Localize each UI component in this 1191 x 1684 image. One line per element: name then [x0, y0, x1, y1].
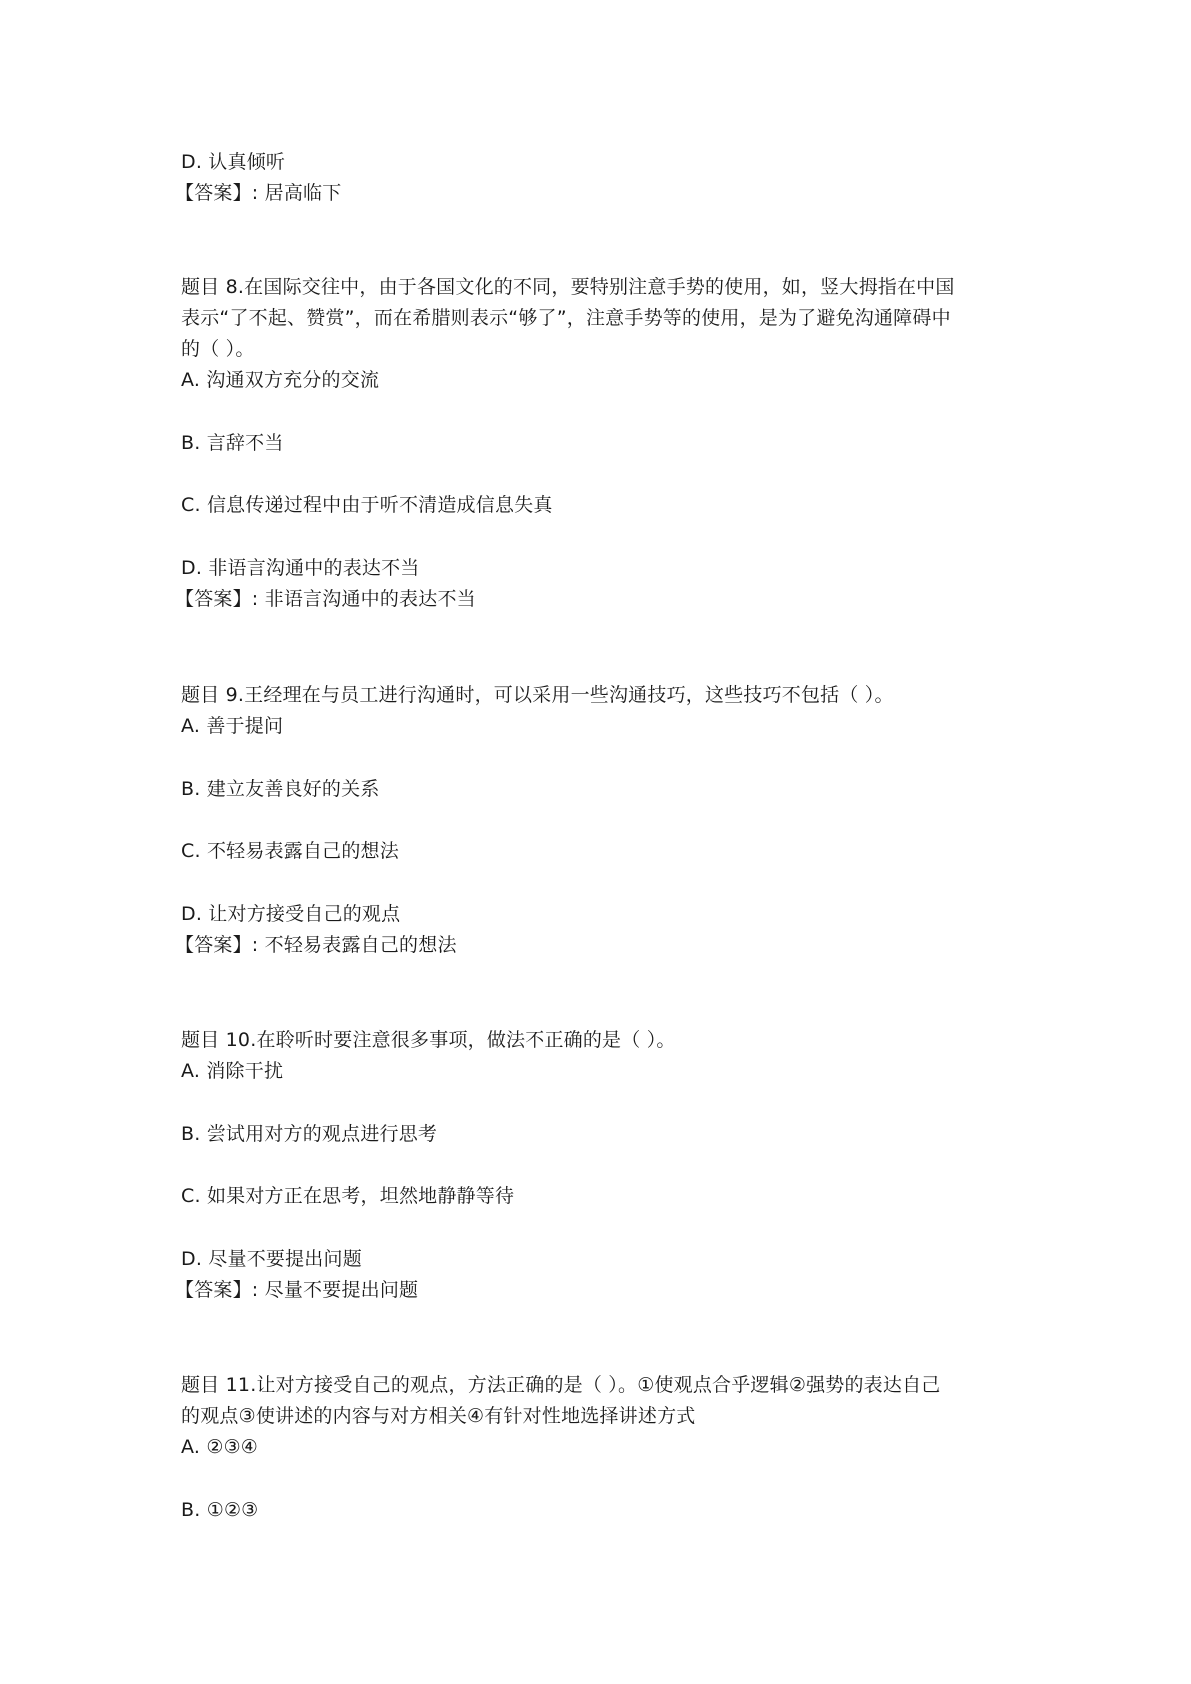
q9-option-d: D. 让对方接受自己的观点	[181, 903, 401, 925]
q10-option-c: C. 如果对方正在思考，坦然地静静等待	[181, 1185, 515, 1207]
q8-text-line3: 的（ ）。	[181, 338, 255, 360]
q8-text-line2: 表示“了不起、赞赏”，而在希腊则表示“够了”，注意手势等的使用，是为了避免沟通障碍中	[181, 307, 951, 329]
q10-option-b: B. 尝试用对方的观点进行思考	[181, 1123, 438, 1145]
q11-text-line2: 的观点③使讲述的内容与对方相关④有针对性地选择讲述方式	[181, 1405, 696, 1427]
q10-option-a: A. 消除干扰	[181, 1060, 284, 1082]
q7-option-d: D. 认真倾听	[181, 151, 286, 173]
q8-text-line1: 题目 8.在国际交往中，由于各国文化的不同，要特别注意手势的使用，如，竖大拇指在中国	[181, 276, 955, 298]
q10-option-d: D. 尽量不要提出问题	[181, 1248, 362, 1270]
q8-option-a: A. 沟通双方充分的交流	[181, 369, 380, 391]
q11-option-a: A. ②③④	[181, 1436, 259, 1458]
q11-text-line1: 题目 11.让对方接受自己的观点，方法正确的是（ ）。①使观点合乎逻辑②强势的表达自己	[181, 1374, 941, 1396]
q9-text-line1: 题目 9.王经理在与员工进行沟通时，可以采用一些沟通技巧，这些技巧不包括（ ）。	[181, 684, 894, 706]
q10-text-line1: 题目 10.在聆听时要注意很多事项，做法不正确的是（ ）。	[181, 1029, 676, 1051]
q8-option-c: C. 信息传递过程中由于听不清造成信息失真	[181, 494, 553, 516]
q10-answer: 【答案】: 尽量不要提出问题	[175, 1279, 419, 1301]
q9-option-c: C. 不轻易表露自己的想法	[181, 840, 399, 862]
q8-option-d: D. 非语言沟通中的表达不当	[181, 557, 420, 579]
q7-answer: 【答案】: 居高临下	[175, 182, 342, 204]
q8-option-b: B. 言辞不当	[181, 432, 284, 454]
q11-option-b: B. ①②③	[181, 1499, 259, 1521]
q9-option-b: B. 建立友善良好的关系	[181, 778, 380, 800]
q9-answer: 【答案】: 不轻易表露自己的想法	[175, 934, 457, 956]
q8-answer: 【答案】: 非语言沟通中的表达不当	[175, 588, 476, 610]
q9-option-a: A. 善于提问	[181, 715, 284, 737]
